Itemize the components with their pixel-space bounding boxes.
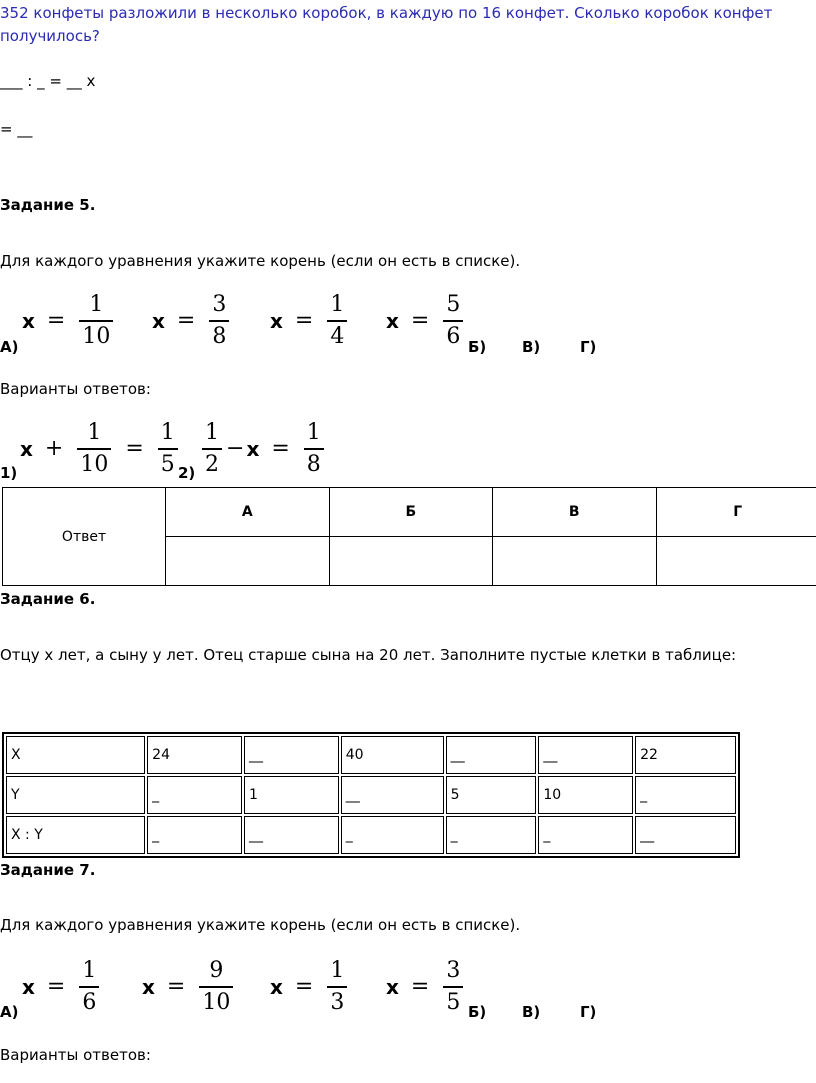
numerator: 1 [160,420,175,445]
fraction [199,956,233,1018]
answer-row-label: Ответ [3,488,166,586]
task7-root-b [142,956,235,1018]
table-row [6,776,736,814]
variable-x: х [20,436,33,461]
table-cell: 40 [341,736,444,774]
numerator: 5 [446,292,461,317]
table-cell[interactable]: _ [341,816,444,854]
equals-sign: = [125,436,144,462]
equals-sign: = [294,308,314,334]
task7-label-v: В) [522,1003,541,1021]
task5-root-c [270,290,349,352]
task5-equation-1 [20,418,180,480]
denominator: 6 [82,989,97,1015]
variable-x: х [142,974,155,999]
denominator: 8 [306,451,321,477]
answer-column-header-a: А [166,488,329,537]
answer-column-header-v: В [493,488,656,537]
answer-column-header-b: Б [329,488,492,537]
table-cell[interactable]: _ [147,816,242,854]
variable-x: х [152,308,165,333]
task5-equation-2-label: 2) [178,464,196,482]
equals-sign: = [271,436,290,462]
denominator: 6 [446,323,461,349]
task7-instruction: Для каждого уравнения укажите корень (если он есть в списке). [0,916,521,934]
table-cell[interactable]: _ [635,776,736,814]
variable-x: х [270,974,283,999]
task7-heading: Задание 7. [0,861,96,879]
task5-equation-2 [200,418,326,480]
table-cell: 24 [147,736,242,774]
table-cell[interactable]: __ [538,736,633,774]
task5-variants-label: Варианты ответов: [0,380,151,398]
table-cell[interactable]: __ [446,736,537,774]
task7-label-g: Г) [580,1003,597,1021]
denominator: 4 [330,323,345,349]
answer-cell-b[interactable] [329,537,492,586]
equals-sign: = [410,974,430,1000]
task5-heading: Задание 5. [0,196,96,214]
table-cell: 22 [635,736,736,774]
table-cell: Y [6,776,145,814]
denominator: 10 [202,989,231,1015]
variable-x: х [22,974,35,999]
fraction [79,290,113,352]
answer-cell-g[interactable] [656,537,816,586]
fraction [202,418,222,480]
denominator: 8 [212,323,227,349]
minus-sign: − [226,436,245,462]
denominator: 5 [446,989,461,1015]
numerator: 1 [89,292,104,317]
fraction [77,418,111,480]
numerator: 1 [330,292,345,317]
equals-sign: = [46,974,66,1000]
denominator: 3 [330,989,345,1015]
task5-root-b [152,290,231,352]
denominator: 5 [160,451,175,477]
table-cell[interactable]: _ [538,816,633,854]
denominator: 10 [80,451,109,477]
task5-label-v: В) [522,338,541,356]
numerator: 1 [306,420,321,445]
task4-blank-line2: = __ [0,120,33,138]
task5-root-d [386,290,465,352]
task5-root-a [22,290,115,352]
table-cell[interactable]: __ [635,816,736,854]
plus-sign: + [44,436,64,462]
numerator: 1 [82,958,97,983]
equals-sign: = [410,308,430,334]
task6-heading: Задание 6. [0,590,96,608]
variable-x: х [386,308,399,333]
numerator: 1 [87,420,102,445]
table-cell: 10 [538,776,633,814]
task7-root-a [22,956,101,1018]
table-cell[interactable]: __ [244,736,339,774]
task5-equation-1-label: 1) [0,464,18,482]
numerator: 1 [330,958,345,983]
task5-label-b: Б) [468,338,487,356]
variable-x: х [270,308,283,333]
numerator: 9 [209,958,224,983]
equals-sign: = [166,974,186,1000]
numerator: 3 [212,292,227,317]
task5-label-g: Г) [580,338,597,356]
task7-root-c [270,956,349,1018]
task7-label-b: Б) [468,1003,487,1021]
task7-root-d [386,956,465,1018]
task6-table [2,732,740,858]
fraction [79,956,99,1018]
table-row [6,816,736,854]
task4-blank-line1: ___ : _ = __ х [0,72,96,90]
table-row [6,736,736,774]
equals-sign: = [46,308,66,334]
task5-answer-table [2,487,816,586]
fraction [304,418,324,480]
denominator: 2 [205,451,219,477]
table-cell: 5 [446,776,537,814]
variable-x: х [386,974,399,999]
fraction [209,290,229,352]
fraction [443,290,463,352]
task7-variants-label: Варианты ответов: [0,1046,151,1064]
answer-cell-a[interactable] [166,537,329,586]
table-cell: X [6,736,145,774]
table-cell[interactable]: _ [147,776,242,814]
task5-instruction: Для каждого уравнения укажите корень (если он есть в списке). [0,252,521,270]
fraction [158,418,178,480]
variable-x: х [246,436,260,461]
table-cell[interactable]: __ [341,776,444,814]
answer-column-header-g: Г [656,488,816,537]
denominator: 10 [82,323,111,349]
equals-sign: = [176,308,196,334]
table-cell[interactable]: _ [446,816,537,854]
fraction [443,956,463,1018]
fraction [327,956,347,1018]
task6-instruction: Отцу х лет, а сыну у лет. Отец старше сына на 20 лет. Заполните пустые клетки в таблице: [0,646,737,664]
task4-question-line1: 352 конфеты разложили в несколько коробок, в каждую по 16 конфет. Сколько коробок конфет [0,4,773,22]
numerator: 1 [205,420,219,445]
table-cell: 1 [244,776,339,814]
equals-sign: = [294,974,314,1000]
answer-cell-v[interactable] [493,537,656,586]
table-cell[interactable]: __ [244,816,339,854]
task4-question-line2: получилось? [0,27,100,45]
fraction [327,290,347,352]
task7-label-a: А) [0,1003,19,1021]
task5-label-a: А) [0,338,19,356]
numerator: 3 [446,958,461,983]
table-cell: X : Y [6,816,145,854]
variable-x: х [22,308,35,333]
